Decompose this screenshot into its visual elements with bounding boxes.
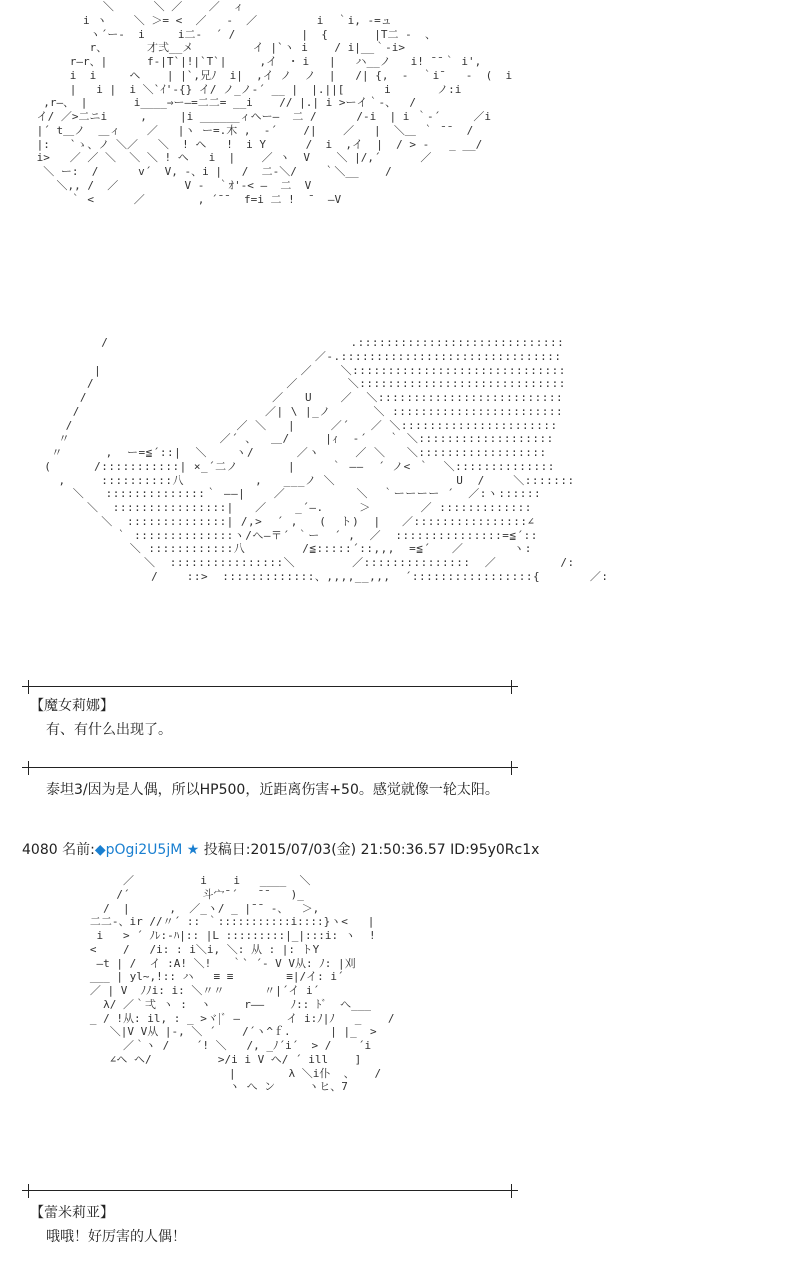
dialogue-line: 有、有什么出现了。 <box>46 722 172 738</box>
speaker-name: 【蕾米莉亚】 <box>30 1205 114 1221</box>
star-icon: ★ <box>186 842 200 858</box>
trip-diamond-icon: ◆ <box>94 842 106 858</box>
narration-note: 泰坦3/因为是人偶，所以HP500，近距离伤害+50。感觉就像一轮太阳。 <box>46 782 499 798</box>
tripcode-link[interactable]: pOgi2U5jM <box>105 842 183 858</box>
name-label: 名前: <box>62 842 95 858</box>
date-label: 投稿日: <box>203 842 251 858</box>
divider-line <box>22 1190 518 1191</box>
divider-line <box>22 686 518 687</box>
dialogue-line: 哦哦！好厉害的人偶！ <box>46 1229 186 1245</box>
divider-line <box>22 767 518 768</box>
speaker-name: 【魔女莉娜】 <box>30 698 114 714</box>
ascii-art-top: ＼ ＼ ／ ／ ィ i ヽ ＼ ＞= < ／ - ／ i ｀i, -=ュ ヽ´ー- i i二- ´ / | { |T二 - 、 r、 才弍__メ イ |`ヽ i / i|__｀-i> r―r、| f-|T`|!|`T`| ,イ ･ i | ハ__ノ i! ¯¯｀ i', i i ヘ | |`,兄ﾉ i| ,イ ノ ノ | /| {, - ｀i¯ - ( i | i | i ＼`ｲ'-{} イ/ ノ_ノ-´ __ | |.||[ i ノ:i ,r―、 | i____⇒ー―=二二= __i // |.| i >ーイ｀-、 / イ/ ／>二ニi , |i ______ィヘー― 二 / /-i | i ｀-´ ／i |´ t＿ノ ＿ィ ／ |ヽ ー=.木 , -´ /| ／ | ＼＿ ｀ ¯¯ / |: `ゝ、ノ ＼／ ＼ ! ヘ ! i Y / i ,イ | / > - _ __/ i> ／ ／ ＼ ＼ ＼ ! ヘ i | ／ ヽ V ＼ |/,´ ／ ＼ ー: / v´ V, -、i | / 二-＼/ ｀＼__ / ＼,, / ／ V - ｀ｵ'-< ― 二 V ｀ < ／ , ´¯¯ f=i 二 ! ¯ ―V <box>36 0 513 206</box>
post-number: 4080 <box>22 842 58 858</box>
post-id: ID:95y0Rc1x <box>450 842 540 858</box>
post-header <box>22 839 539 859</box>
post-date: 2015/07/03(金) 21:50:36.57 <box>250 842 446 858</box>
ascii-art-bottom: ／ i i ____ ＼ /´ 斗宀¯´ ¯¯ )_ / | , ／_ヽ/ _ |¯¯ -、 ＞, 二二-、ir //〃´ :: ｀:::::::::::i::::}ヽ< | i > ´ ﾉﾚ:-ﾊ|:: |L :::::::::|_|:::i: ヽ ! < / /i: : i＼i, ＼: 从 : |: トY ―t | / イ :A! ＼! ｀` ´- V V从: ﾉ: |刈 ___ | yl~,!:: ハ ≡ ≡ ≡|/イ: i´ ／ | V ﾉﾉi: i: ＼〃〃 〃|´イ i´ λ/ ／｀弌 ヽ : ヽ r―― ﾉ:: ﾄﾞ へ___ _ / !从: il, : _ >ヾ|ﾞ ― イ i:ﾉ|ﾉ _ / ＼|V V从 |-, ＼ ´ /´ヽ^ｆ. | |_ > ／｀ヽ / ´! ＼ /, _ﾉ´i´ > / ´i ∠ヘ ヘ/ >/i i V ヘ/ ´ ill ] | λ ＼i仆 、 / ヽ へ ン ヽヒ、7 <box>89 874 395 1094</box>
ascii-art-middle: / .::::::::::::::::::::::::::::: ／-.::::::::::::::::::::::::::::::: | ／ ＼:::::::::::::::::::::::::::::: / ／ ＼::::::::::::::::::::::::::::: / ／ U ／ ＼:::::::::::::::::::::::::: / ／| \ |_ノ ＼ :::::::::::::::::::::::: / ／ ＼ | ／´ ／ ＼:::::::::::::::::::::: 〃 ／´ 、 ＿/ |ｨ -´ ｀ ＼::::::::::::::::::: 〃 , ー=≦´::| ＼ ヽ/ ／ヽ ／ ＼ ＼:::::::::::::::::: ( /:::::::::::| ×_´二ノ | ｀ ―― ´ ノ< ｀ ＼:::::::::::::: , ::::::::::八 , ___ノ ＼ U / ＼::::::: ＼ ::::::::::::::｀ ――| ／ ＼ ｀ーーーー ´ ／:ヽ:::::: ＼ ::::::::::::::::| ／ _´―. ＞ ／ ::::::::::::: ＼ ::::::::::::::| /,> ´ , ( ト) | ／::::::::::::::::∠ ｀ ::::::::::::::ヽ/へ―〒´ ｀ー ´ , ／ :::::::::::::::=≦´:: ＼ ::::::::::::八 /≦:::::´::,,, =≦´ ／ ヽ: ＼ ::::::::::::::::＼ ／::::::::::::::: ／ /: / ::> :::::::::::::、,,,,__,,, ´:::::::::::::::::{ ／: <box>44 336 609 583</box>
